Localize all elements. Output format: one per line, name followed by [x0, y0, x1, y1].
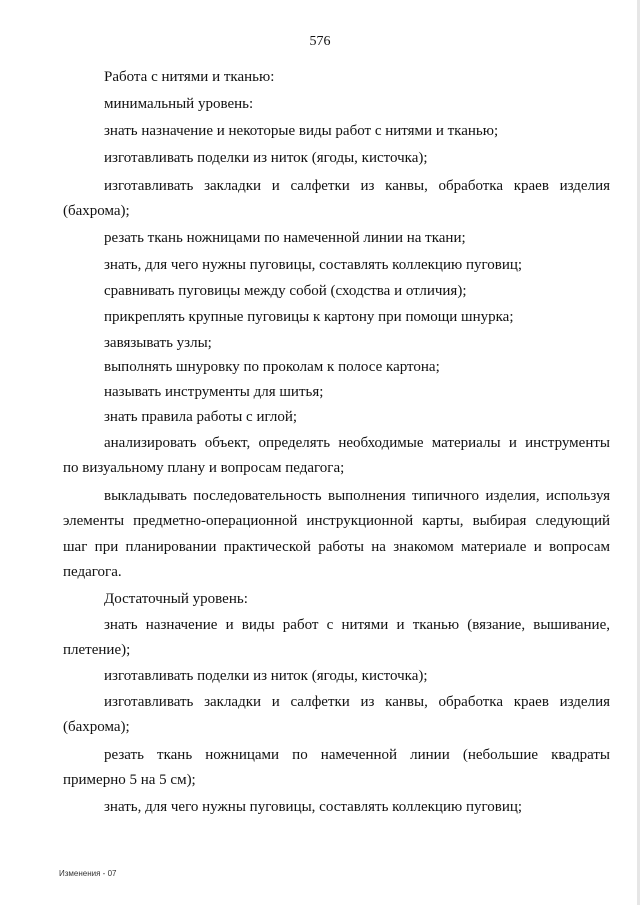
- line-item-continuation: педагога.: [63, 564, 122, 580]
- line-item-continuation: плетение);: [63, 642, 131, 658]
- line-section-heading: Работа с нитями и тканью:: [104, 69, 275, 85]
- line-item: сравнивать пуговицы между собой (сходства и отличия);: [104, 283, 467, 299]
- line-minimal-level: минимальный уровень:: [104, 96, 254, 112]
- line-item: знать правила работы с иглой;: [104, 409, 298, 425]
- line-item: завязывать узлы;: [104, 335, 212, 351]
- line-item: называть инструменты для шитья;: [104, 384, 324, 400]
- line-item: выполнять шнуровку по проколам к полосе картона;: [104, 359, 440, 375]
- line-item: изготавливать закладки и салфетки из канвы, обработка краев изделия: [104, 694, 610, 710]
- line-item-continuation: по визуальному плану и вопросам педагога;: [63, 460, 345, 476]
- line-item: знать, для чего нужны пуговицы, составлять коллекцию пуговиц;: [104, 799, 523, 815]
- line-item-continuation: (бахрома);: [63, 203, 130, 219]
- line-item: резать ткань ножницами по намеченной линии (небольшие квадраты: [104, 747, 610, 763]
- line-item: анализировать объект, определять необходимые материалы и инструменты: [104, 435, 610, 451]
- line-item: изготавливать поделки из ниток (ягоды, кисточка);: [104, 150, 428, 166]
- line-item: резать ткань ножницами по намеченной линии на ткани;: [104, 230, 466, 246]
- line-item-continuation: (бахрома);: [63, 719, 130, 735]
- line-item: знать, для чего нужны пуговицы, составлять коллекцию пуговиц;: [104, 257, 523, 273]
- line-item: знать назначение и виды работ с нитями и тканью (вязание, вышивание,: [104, 617, 610, 633]
- line-item: знать назначение и некоторые виды работ с нитями и тканью;: [104, 123, 499, 139]
- line-item: изготавливать закладки и салфетки из канвы, обработка краев изделия: [104, 178, 610, 194]
- line-item: изготавливать поделки из ниток (ягоды, кисточка);: [104, 668, 428, 684]
- line-item-continuation: примерно 5 на 5 см);: [63, 772, 196, 788]
- page-number: 576: [309, 34, 331, 49]
- footer-revision-note: Изменения - 07: [59, 869, 117, 878]
- line-sufficient-level: Достаточный уровень:: [104, 591, 248, 607]
- line-item-continuation: элементы предметно-операционной инструкционной карты, выбирая следующий: [63, 513, 610, 529]
- line-item: прикреплять крупные пуговицы к картону при помощи шнурка;: [104, 309, 514, 325]
- line-item: выкладывать последовательность выполнения типичного изделия, используя: [104, 488, 610, 504]
- line-item-continuation: шаг при планировании практической работы на знакомом материале и вопросам: [63, 539, 610, 555]
